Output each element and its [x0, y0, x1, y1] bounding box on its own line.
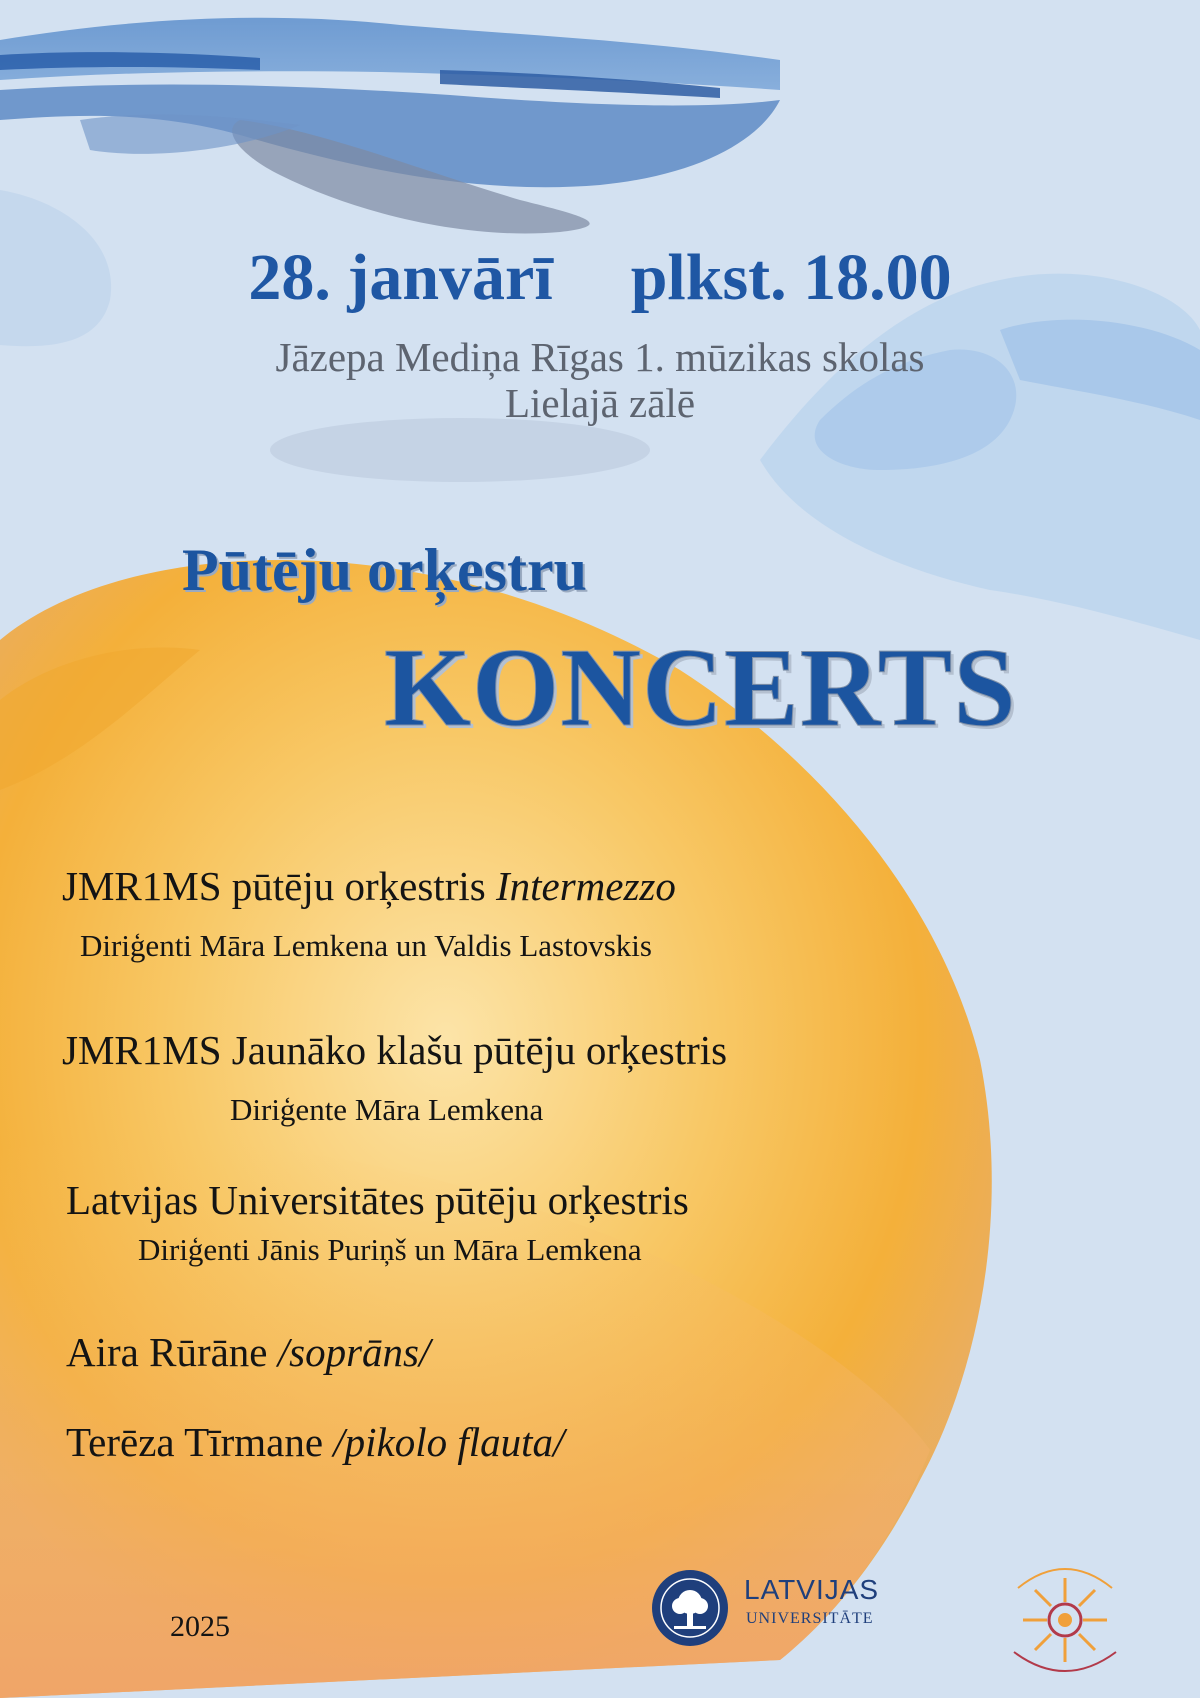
event-date: 28. janvārī — [248, 241, 553, 314]
lu-logo-line-1: LATVIJAS — [744, 1574, 880, 1605]
soloist-1: Aira Rūrāne /soprāns/ — [66, 1329, 431, 1375]
treble-clef-sun-icon — [990, 1540, 1140, 1690]
university-seal-icon — [650, 1568, 734, 1652]
program-item-1-name: JMR1MS pūtēju orķestris Intermezzo — [62, 863, 676, 909]
venue-line-2: Lielajā zālē — [504, 380, 696, 426]
lu-logo-line-2: UNIVERSITĀTE — [746, 1610, 874, 1627]
latvijas-universitate-logo — [650, 1568, 900, 1648]
program-item-3-name: Latvijas Universitātes pūtēju orķestris — [66, 1177, 689, 1223]
event-time: plkst. 18.00 — [630, 241, 952, 314]
concert-subtitle: Pūtēju orķestru — [182, 537, 587, 603]
program-item-1-conductors: Diriģenti Māra Lemkena un Valdis Lastovskis — [80, 928, 652, 963]
venue-line-1: Jāzepa Mediņa Rīgas 1. mūzikas skolas — [275, 334, 925, 380]
soloist-1-role: /soprāns/ — [277, 1329, 431, 1375]
event-venue — [0, 334, 1200, 426]
program-item-3-conductors: Diriģenti Jānis Puriņš un Māra Lemkena — [138, 1232, 642, 1267]
event-date-time — [0, 240, 1200, 316]
concert-title: KONCERTS — [384, 626, 1017, 750]
program-item-2-name: JMR1MS Jaunāko klašu pūtēju orķestris — [62, 1027, 728, 1073]
soloist-2: Terēza Tīrmane /pikolo flauta/ — [66, 1419, 565, 1465]
program-item-1-italic: Intermezzo — [495, 863, 676, 909]
soloist-2-role: /pikolo flauta/ — [333, 1419, 565, 1465]
year: 2025 — [170, 1610, 230, 1643]
music-school-logo — [990, 1540, 1140, 1690]
program-item-2-conductors: Diriģente Māra Lemkena — [230, 1092, 544, 1127]
